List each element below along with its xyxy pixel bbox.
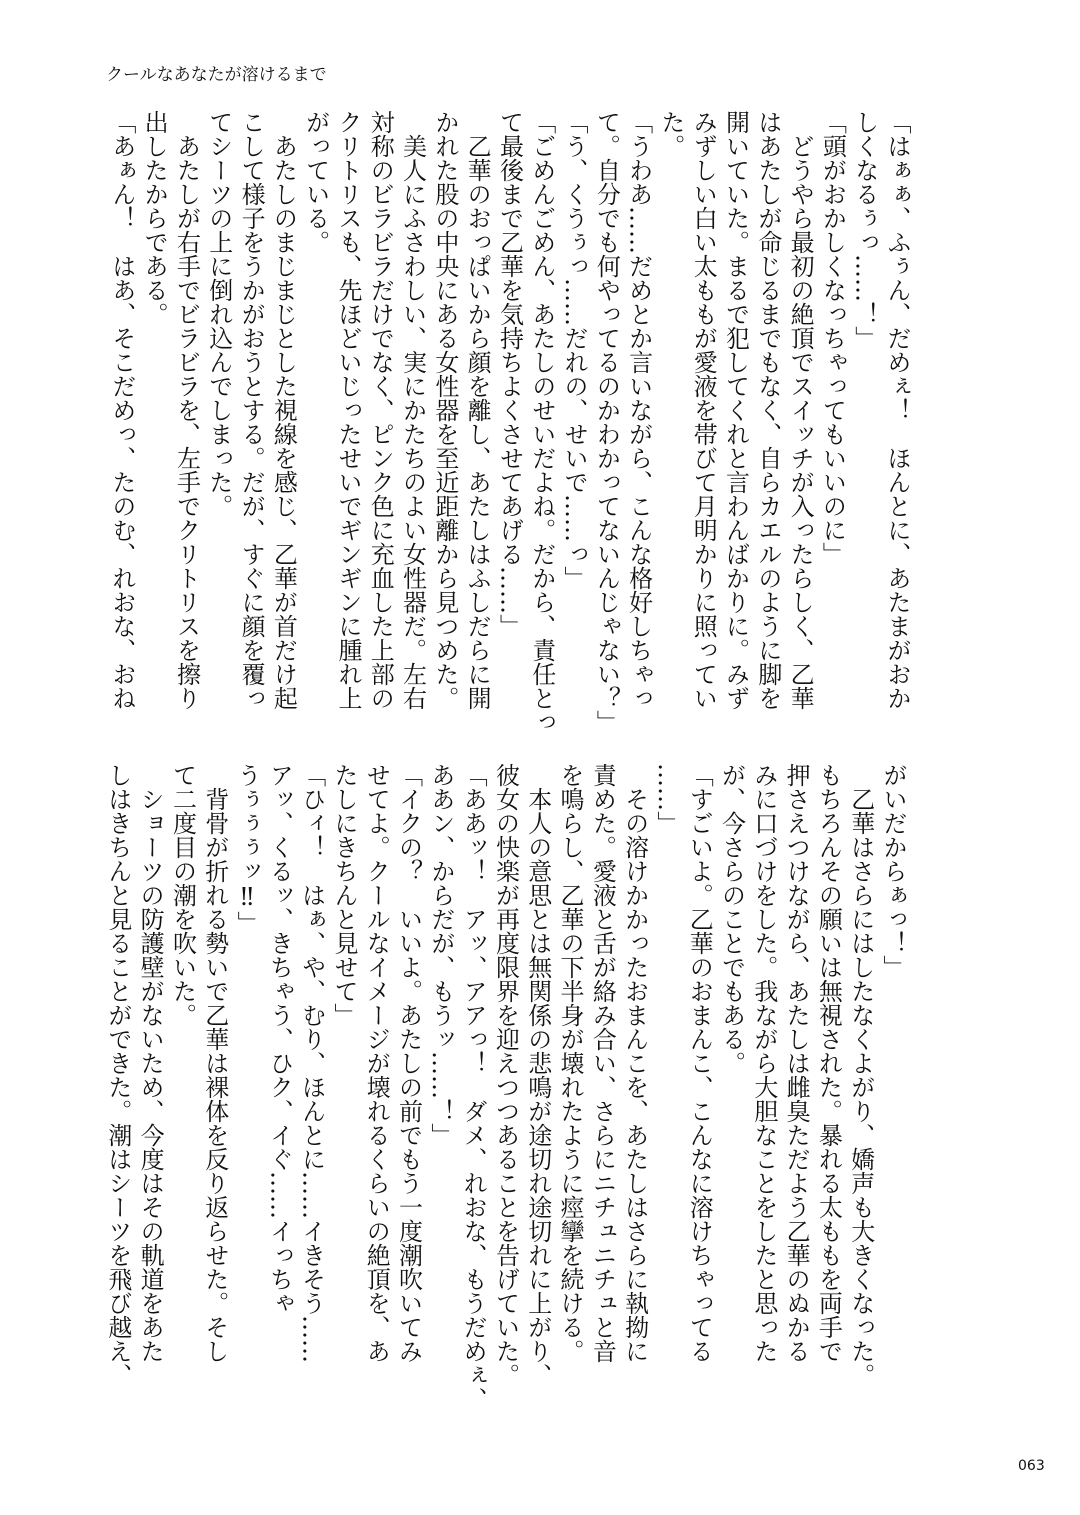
text-column: みに口づけをした。我ながら大胆なことをしたと思った [749, 763, 778, 1363]
text-block-top [106, 110, 913, 740]
text-column: 乙華のおっぱいから顔を離し、あたしはふしだらに開 [463, 110, 492, 710]
text-column: 「すごいよ。乙華のおまんこ、こんなに溶けちゃってる [685, 763, 714, 1363]
text-column: あたしが右手でビラビラを、左手でクリトリスを擦り [172, 110, 201, 710]
text-column: あたしのまじまじとした視線を感じ、乙華が首だけ起 [269, 110, 298, 710]
text-column: 押さえつけながら、あたしは雌臭ただよう乙華のぬかる [782, 763, 811, 1363]
text-column: どうやら最初の絶頂でスイッチが入ったらしく、乙華 [786, 110, 815, 710]
text-column: がっている。 [301, 110, 330, 254]
text-column: て二度目の潮を吹いた。 [168, 763, 197, 1027]
text-column: クリトリスも、先ほどいじったせいでギンギンに腫れ上 [333, 110, 362, 710]
text-column: もちろんその願いは無視された。暴れる太ももを両手で [814, 763, 843, 1363]
text-column: こして様子をうかがおうとする。だが、すぐに顔を覆っ [237, 110, 266, 710]
text-column: その溶けかかったおまんこを、あたしはさらに執拗に [620, 763, 649, 1363]
text-column: 「頭がおかしくなっちゃってもいいのに」 [818, 110, 847, 566]
text-column: かれた股の中央にある女性器を至近距離から見つめた。 [430, 110, 459, 710]
text-column: しくなるぅっ……！」 [850, 110, 879, 350]
text-column: を鳴らし、乙華の下半身が壊れたように痙攣を続ける。 [556, 763, 585, 1363]
text-column: がいだからぁっ！」 [879, 763, 907, 979]
text-column: 「ああッ！ アッ、アアっ！ ダメ、れおな、もうだめぇ、 [459, 763, 488, 1411]
text-column: ショーツの防護壁がないため、今度はその軌道をあた [136, 763, 165, 1363]
text-column: 「あぁん！ はあ、そこだめっ、たのむ、れおな、おね [107, 110, 136, 710]
text-column: た。 [656, 110, 685, 158]
text-column: うぅぅぅッ‼」 [233, 763, 262, 935]
text-column: ああン、からだが、もうッ……！」 [426, 763, 455, 1147]
text-column: が、今さらのことでもある。 [717, 763, 746, 1075]
text-column: 「ごめんごめん、あたしのせいだよね。だから、責任とっ [527, 110, 556, 734]
text-column: 出したからである。 [140, 110, 169, 326]
text-column: たしにきちんと見せて」 [329, 763, 358, 1027]
text-column: 責めた。愛液と舌が絡み合い、さらにニチュニチュと音 [588, 763, 617, 1363]
text-column: 開いていた。まるで犯してくれと言わんばかりに。みず [721, 110, 750, 710]
text-column: 彼女の快楽が再度限界を迎えつつあることを告げていた。 [491, 763, 520, 1387]
text-column: せてよ。クールなイメージが壊れるくらいの絶頂を、あ [362, 763, 391, 1363]
text-block-bottom [102, 763, 909, 1411]
text-column: 背骨が折れる勢いで乙華は裸体を反り返らせた。そし [200, 763, 229, 1363]
text-column: て。自分でも何やってるのかわかってないんじゃない？」 [592, 110, 621, 734]
text-column: 「うわあ……だめとか言いながら、こんな格好しちゃっ [624, 110, 653, 710]
text-column: てシーツの上に倒れ込んでしまった。 [204, 110, 233, 518]
text-column: 「う、くうぅっ……だれの、せいで……っ」 [560, 110, 589, 590]
text-column: 「ひィ！ はぁ、や、むり、ほんとに……イきそう…… [297, 763, 326, 1363]
text-column: しはきちんと見ることができた。潮はシーツを飛び越え、 [103, 763, 132, 1387]
text-column: ……」 [652, 763, 681, 835]
text-column: はあたしが命じるまでもなく、自らカエルのように脚を [753, 110, 782, 710]
text-column: アッ、くるッ、きちゃう、ひク、イぐ……イっちゃ [265, 763, 294, 1315]
text-column: 「はぁぁ、ふぅん、だめぇ！ ほんとに、あたまがおか [883, 110, 911, 710]
text-column: みずしい白い太ももが愛液を帯びて月明かりに照ってい [689, 110, 718, 710]
text-column: 乙華はさらにはしたなくよがり、嬌声も大きくなった。 [846, 763, 875, 1387]
text-column: 「イクの？ いいよ。あたしの前でもう一度潮吹いてみ [394, 763, 423, 1363]
text-column: 本人の意思とは無関係の悲鳴が途切れ途切れに上がり、 [523, 763, 552, 1387]
text-column: 対称のビラビラだけでなく、ピンク色に充血した上部の [366, 110, 395, 710]
text-column: て最後まで乙華を気持ちよくさせてあげる……」 [495, 110, 524, 638]
running-head-title: クールなあなたが溶けるまで [106, 65, 327, 85]
text-column: 美人にふさわしい、実にかたちのよい女性器だ。左右 [398, 110, 427, 710]
page-number: 063 [1018, 1458, 1045, 1474]
